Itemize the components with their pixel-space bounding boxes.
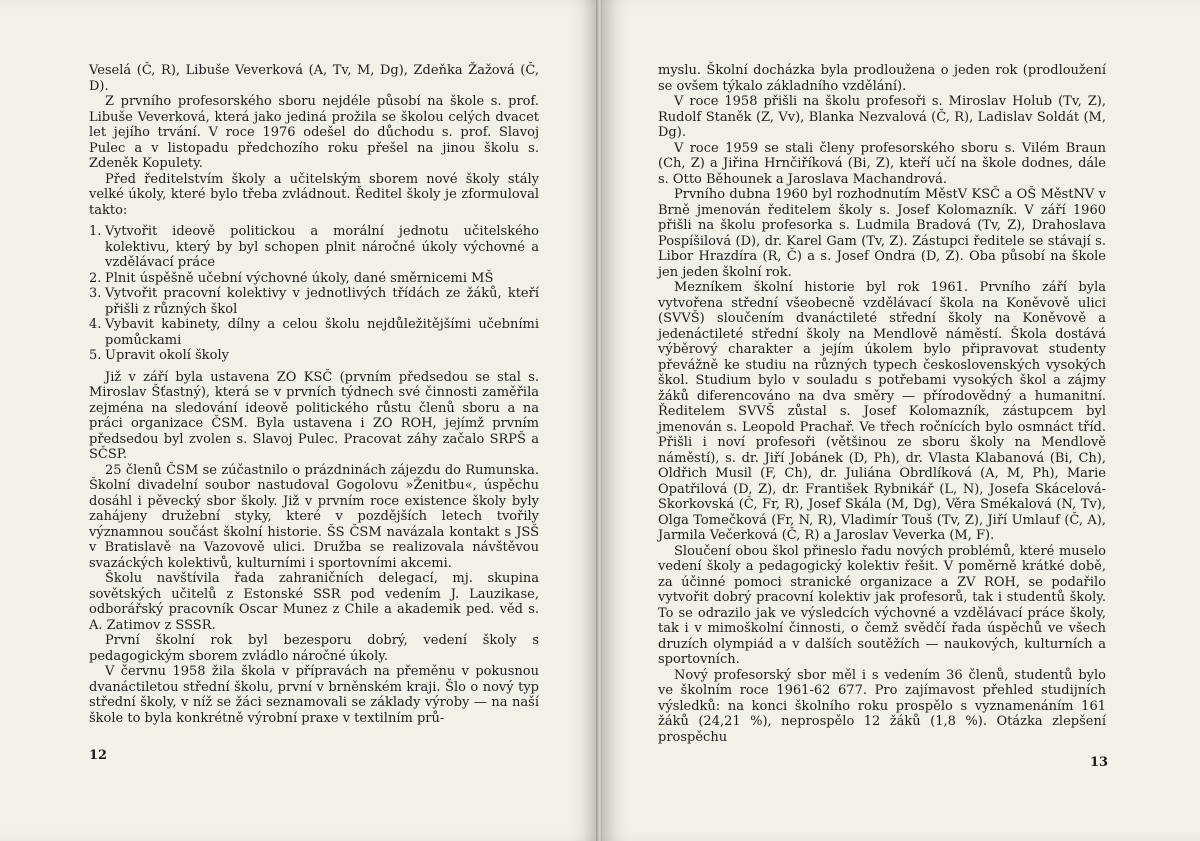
list-item — [89, 271, 539, 287]
page-number: 13 — [1090, 755, 1109, 770]
paragraph: V roce 1958 přišli na školu profesoři s. Miroslav Holub (Tv, Z), Rudolf Staněk (Z, Vv), Blanka Nezvalová (Č, R), Ladislav Soldát (M, Dg). — [658, 94, 1106, 140]
list-number: 5. — [89, 348, 102, 363]
list-number: 3. — [89, 286, 102, 301]
list-item — [89, 348, 539, 364]
left-page-text — [89, 63, 539, 726]
right-page — [602, 0, 1200, 841]
list-text: Vytvořit ideově politickou a morální jednotu učitelského kolektivu, který by byl schopen plnit náročné úkoly výchovné a vzdělávací práce — [105, 224, 539, 270]
list-item — [89, 317, 539, 348]
paragraph: Prvního dubna 1960 byl rozhodnutím MěstV KSČ a OŠ MěstNV v Brně jmenován ředitelem školy s. Josef Kolomazník. V září 1960 přišli na školu profesorka s. Ludmila Bradová (Tv, Z), Drahoslava Pospíšilová (D), dr. Karel Gam (Tv, Z). Zástupci ředitele se stávají s. Libor Hrazdíra (R, Č) a s. Josef Ondra (D, Z). Oba působí na škole jen jeden školní rok. — [658, 187, 1106, 280]
paragraph: V červnu 1958 žila škola v přípravách na přeměnu v pokusnou dvanáctiletou střední školu, první v brněnském kraji. Šlo o nový typ střední školy, v níž se žáci seznamovali se základy výroby — na naší škole to byla konkrétně výrobní praxe v textilním prů- — [89, 664, 539, 726]
right-page-text — [658, 63, 1106, 745]
paragraph: První školní rok byl bezesporu dobrý, vedení školy s pedagogickým sborem zvládlo náročné úkoly. — [89, 633, 539, 664]
list-item — [89, 224, 539, 271]
left-page — [0, 0, 598, 841]
list-text: Vybavit kabinety, dílny a celou školu nejdůležitějšími učebními pomůckami — [105, 317, 539, 348]
paragraph: V roce 1959 se stali členy profesorského sboru s. Vilém Braun (Ch, Z) a Jiřina Hrnčiříková (Bi, Z), kteří učí na škole dodnes, dále s. Otto Běhounek a Jaroslava Machandrová. — [658, 140, 1106, 187]
list-item — [89, 286, 539, 317]
paragraph: 25 členů ČSM se zúčastnilo o prázdninách zájezdu do Rumunska. Školní divadelní soubor nastudoval Gogolovu »Ženitbu«, úspěchu dosáhl i pěvecký sbor školy. Již v prvním roce existence školy byly zahájeny družební styky, které v pozdějších letech tvořily významnou součást školní historie. ŠS ČSM navázala kontakt s JSŠ v Bratislavě na Vazovově ulici. Družba se realizovala návštěvou svazáckých kolektivů, kulturními i sportovními akcemi. — [89, 462, 539, 571]
paragraph: Před ředitelstvím školy a učitelským sborem nové školy stály velké úkoly, které bylo třeba zvládnout. Ředitel školy je zformuloval takto: — [89, 171, 539, 218]
page-number: 12 — [89, 748, 108, 763]
list-text: Plnit úspěšně učební výchovné úkoly, dané směrnicemi MŠ — [105, 270, 494, 286]
paragraph: Školu navštívila řada zahraničních delegací, mj. skupina sovětských učitelů z Estonské SSR pod vedením J. Lauzikase, odborářský pracovník Oscar Munez z Chile a akademik ped. věd s. A. Zatimov z SSSR. — [89, 571, 539, 633]
task-list — [89, 224, 539, 364]
paragraph: Mezníkem školní historie byl rok 1961. Prvního září byla vytvořena střední všeobecně vzdělávací škola na Koněvově ulici (SVVŠ) sloučením dvanáctileté střední školy na Koněvově a jedenáctileté střední školy na Mendlově náměstí. Škola dostává výběrový charakter a jejím úkolem bylo připravovat studenty převážně ke studiu na různých typech československých vysokých škol. Studium bylo v souladu s potřebami vysokých škol a zájmy žáků diferencováno na dva směry — přírodovědný a humanitní. Ředitelem SVVŠ zůstal s. Josef Kolomazník, zástupcem byl jmenován s. Leopold Prachař. Ve třech ročnících bylo osmnáct tříd. Přišli i noví profesoři (většinou ze sboru školy na Mendlově náměstí), s. dr. Jiří Jobánek (D, Ph), dr. Vlasta Klabanová (Bi, Ch), Oldřich Musil (F, Ch), dr. Juliána Obrdlíková (A, M, Ph), Marie Opatřilová (D, Z), dr. František Rybnikář (L, N), Josefa Skácelová-Skorkovská (Č, Fr, R), Josef Skála (M, Dg), Věra Smékalová (N, Tv), Olga Tomečková (Fr, N, R), Vladimír Touš (Tv, Z), Jiří Umlauf (Č, A), Jarmila Večerková (Č, R) a Jaroslav Veverka (M, F). — [658, 280, 1106, 543]
list-text: Vytvořit pracovní kolektivy v jednotlivých třídách ze žáků, kteří přišli z různých škol — [105, 286, 539, 317]
list-number: 4. — [89, 317, 102, 332]
paragraph: Veselá (Č, R), Libuše Veverková (A, Tv, M, Dg), Zdeňka Žažová (Č, D). — [89, 63, 539, 94]
list-text: Upravit okolí školy — [105, 348, 229, 363]
paragraph: myslu. Školní docházka byla prodloužena o jeden rok (prodloužení se ovšem týkalo základního vzdělání). — [658, 63, 1106, 94]
list-number: 1. — [89, 224, 102, 239]
paragraph: Nový profesorský sbor měl i s vedením 36 členů, studentů bylo ve školním roce 1961-62 677. Pro zajímavost přehled studijních výsledků: na konci školního roku prospělo s vyznamenáním 161 žáků (24,21 %), neprospělo 12 žáků (1,8 %). Otázka zlepšení prospěchu — [658, 667, 1106, 745]
paragraph: Již v září byla ustavena ZO KSČ (prvním předsedou se stal s. Miroslav Šťastný), která se v prvních týdnech své činnosti zaměřila zejména na sledování ideově politického růstu členů sboru a na práci organizace ČSM. Byla ustavena i ZO ROH, jejímž prvním předsedou byl zvolen s. Slavoj Pulec. Pracovat záhy začalo SRPŠ a SČSP. — [89, 369, 539, 462]
list-number: 2. — [89, 270, 102, 286]
paragraph: Sloučení obou škol přineslo řadu nových problémů, které muselo vedení školy a pedagogický kolektiv řešit. V poměrně krátké době, za účinné pomoci stranické organizace a ZV ROH, se podařilo vytvořit dobrý pracovní kolektiv jak profesorů, tak i studentů školy. To se odrazilo jak ve výsledcích výchovné a vzdělávací práce školy, tak i v mimoškolní činnosti, o čemž svědčí řada úspěchů ve všech druzích olympiád a v dalších soutěžích — naukových, kulturních a sportovních. — [658, 543, 1106, 667]
paragraph: Z prvního profesorského sboru nejdéle působí na škole s. prof. Libuše Veverková, která jako jediná prožila se školou celých dvacet let jejího trvání. V roce 1976 odešel do důchodu s. prof. Slavoj Pulec a v listopadu předchozího roku přešel na jinou školu s. Zdeněk Kopulety. — [89, 94, 539, 171]
